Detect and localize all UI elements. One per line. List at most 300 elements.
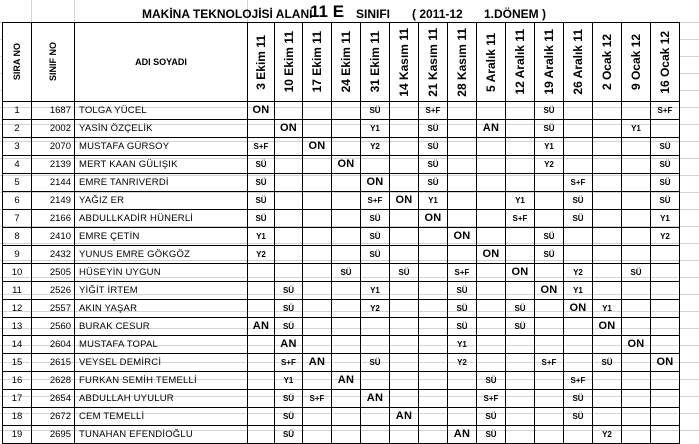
row-attendance-cell bbox=[622, 390, 651, 408]
attendance-mark: SÜ bbox=[572, 411, 584, 421]
row-attendance-cell bbox=[332, 264, 361, 282]
row-attendance-cell bbox=[390, 156, 419, 174]
row-attendance-cell bbox=[564, 246, 593, 264]
header-date-label: 26 Aralık 11 bbox=[571, 29, 585, 95]
row-attendance-cell bbox=[332, 318, 361, 336]
row-attendance-cell bbox=[361, 264, 390, 282]
row-attendance-cell bbox=[332, 102, 361, 120]
row-attendance-cell bbox=[593, 246, 622, 264]
row-attendance-cell bbox=[506, 138, 535, 156]
row-attendance-cell bbox=[448, 192, 477, 210]
row-attendance-cell bbox=[506, 228, 535, 246]
table-row bbox=[3, 300, 680, 318]
row-attendance-cell bbox=[303, 354, 332, 372]
row-attendance-cell bbox=[361, 210, 390, 228]
row-attendance-cell bbox=[593, 192, 622, 210]
header-adi-soyadi bbox=[75, 23, 248, 102]
attendance-mark: SÜ bbox=[369, 105, 381, 115]
attendance-mark: AN bbox=[366, 392, 384, 404]
row-attendance-cell bbox=[622, 192, 651, 210]
row-attendance-cell bbox=[593, 120, 622, 138]
attendance-mark: SÜ bbox=[659, 177, 671, 187]
row-attendance-cell bbox=[361, 192, 390, 210]
row-attendance-cell bbox=[303, 282, 332, 300]
row-attendance-cell bbox=[564, 138, 593, 156]
row-sinif-no: 2557 bbox=[32, 300, 75, 318]
row-attendance-cell bbox=[275, 192, 303, 210]
row-attendance-cell bbox=[651, 138, 680, 156]
row-attendance-cell bbox=[593, 156, 622, 174]
row-attendance-cell bbox=[651, 120, 680, 138]
attendance-mark: SÜ bbox=[255, 159, 267, 169]
row-attendance-cell bbox=[651, 210, 680, 228]
row-sinif-no: 1687 bbox=[32, 102, 75, 120]
row-sira-no: 10 bbox=[3, 264, 32, 282]
row-attendance-cell bbox=[477, 174, 506, 192]
attendance-mark: SÜ bbox=[282, 303, 295, 313]
attendance-mark: Y2 bbox=[544, 159, 554, 169]
row-student-name: BURAK CESUR bbox=[75, 318, 248, 336]
attendance-mark: SÜ bbox=[369, 213, 381, 223]
row-attendance-cell bbox=[535, 390, 564, 408]
row-attendance-cell bbox=[419, 390, 448, 408]
attendance-mark: AN bbox=[482, 122, 500, 134]
row-attendance-cell bbox=[390, 138, 419, 156]
row-sira-no: 5 bbox=[3, 174, 32, 192]
header-date bbox=[651, 23, 680, 102]
row-attendance-cell bbox=[361, 300, 390, 318]
row-attendance-cell bbox=[622, 246, 651, 264]
row-attendance-cell bbox=[477, 264, 506, 282]
row-attendance-cell bbox=[506, 282, 535, 300]
row-attendance-cell bbox=[593, 300, 622, 318]
attendance-mark: SÜ bbox=[456, 321, 468, 331]
row-attendance-cell bbox=[361, 282, 390, 300]
row-attendance-cell bbox=[564, 318, 593, 336]
row-attendance-cell bbox=[622, 354, 651, 372]
row-attendance-cell bbox=[248, 354, 275, 372]
row-student-name: EMRE ÇETİN bbox=[75, 228, 248, 246]
row-attendance-cell bbox=[564, 228, 593, 246]
row-attendance-cell bbox=[303, 246, 332, 264]
row-attendance-cell bbox=[622, 408, 651, 426]
row-attendance-cell bbox=[275, 354, 303, 372]
row-attendance-cell bbox=[419, 102, 448, 120]
row-attendance-cell bbox=[361, 228, 390, 246]
attendance-mark: ON bbox=[569, 302, 587, 314]
row-attendance-cell bbox=[448, 174, 477, 192]
row-attendance-cell bbox=[448, 336, 477, 354]
row-attendance-cell bbox=[419, 318, 448, 336]
row-attendance-cell bbox=[303, 372, 332, 390]
row-attendance-cell bbox=[651, 102, 680, 120]
row-attendance-cell bbox=[275, 300, 303, 318]
table-row bbox=[3, 156, 680, 174]
row-attendance-cell bbox=[332, 354, 361, 372]
row-attendance-cell bbox=[390, 318, 419, 336]
row-attendance-cell bbox=[361, 102, 390, 120]
row-attendance-cell bbox=[419, 174, 448, 192]
row-sira-no: 14 bbox=[3, 336, 32, 354]
row-attendance-cell bbox=[506, 102, 535, 120]
row-attendance-cell bbox=[506, 426, 535, 444]
row-attendance-cell bbox=[303, 336, 332, 354]
row-attendance-cell bbox=[303, 138, 332, 156]
row-student-name: MUSTAFA GÜRSOY bbox=[75, 138, 248, 156]
attendance-mark: ON bbox=[279, 122, 298, 134]
row-attendance-cell bbox=[248, 318, 275, 336]
attendance-mark: SÜ bbox=[543, 249, 555, 259]
row-attendance-cell bbox=[275, 138, 303, 156]
row-attendance-cell bbox=[564, 336, 593, 354]
attendance-mark: SÜ bbox=[340, 267, 352, 277]
row-attendance-cell bbox=[535, 120, 564, 138]
table-row bbox=[3, 138, 680, 156]
row-attendance-cell bbox=[535, 354, 564, 372]
attendance-mark: SÜ bbox=[282, 393, 295, 403]
row-sira-no: 16 bbox=[3, 372, 32, 390]
row-attendance-cell bbox=[419, 282, 448, 300]
attendance-mark: ON bbox=[540, 284, 558, 296]
row-attendance-cell bbox=[248, 102, 275, 120]
row-sinif-no: 2002 bbox=[32, 120, 75, 138]
row-attendance-cell bbox=[622, 282, 651, 300]
row-attendance-cell bbox=[361, 354, 390, 372]
attendance-mark: SÜ bbox=[485, 429, 497, 439]
row-attendance-cell bbox=[593, 102, 622, 120]
row-sinif-no: 2144 bbox=[32, 174, 75, 192]
attendance-mark: S+F bbox=[454, 267, 470, 277]
attendance-mark: Y1 bbox=[544, 141, 554, 151]
row-attendance-cell bbox=[390, 372, 419, 390]
row-student-name: YAĞIZ ER bbox=[75, 192, 248, 210]
row-attendance-cell bbox=[506, 192, 535, 210]
row-attendance-cell bbox=[275, 282, 303, 300]
row-attendance-cell bbox=[361, 390, 390, 408]
attendance-mark: SÜ bbox=[369, 357, 381, 367]
row-attendance-cell bbox=[361, 138, 390, 156]
row-attendance-cell bbox=[248, 192, 275, 210]
row-attendance-cell bbox=[651, 390, 680, 408]
row-attendance-cell bbox=[651, 228, 680, 246]
table-row bbox=[3, 192, 680, 210]
attendance-mark: SÜ bbox=[369, 231, 381, 241]
row-attendance-cell bbox=[477, 318, 506, 336]
attendance-mark: ON bbox=[395, 194, 413, 206]
row-attendance-cell bbox=[506, 210, 535, 228]
table-row bbox=[3, 426, 680, 444]
attendance-mark: SÜ bbox=[255, 177, 267, 187]
attendance-mark: Y1 bbox=[660, 213, 670, 223]
row-attendance-cell bbox=[535, 102, 564, 120]
row-attendance-cell bbox=[593, 390, 622, 408]
row-student-name: TUNAHAN EFENDİOĞLU bbox=[75, 426, 248, 444]
row-sira-no: 9 bbox=[3, 246, 32, 264]
row-attendance-cell bbox=[248, 246, 275, 264]
row-sira-no: 8 bbox=[3, 228, 32, 246]
row-attendance-cell bbox=[506, 174, 535, 192]
row-attendance-cell bbox=[651, 426, 680, 444]
row-attendance-cell bbox=[651, 282, 680, 300]
row-attendance-cell bbox=[275, 174, 303, 192]
row-attendance-cell bbox=[390, 210, 419, 228]
attendance-mark: Y1 bbox=[602, 303, 612, 313]
row-sinif-no: 2432 bbox=[32, 246, 75, 264]
row-attendance-cell bbox=[448, 282, 477, 300]
row-sinif-no: 2070 bbox=[32, 138, 75, 156]
row-attendance-cell bbox=[448, 390, 477, 408]
attendance-mark: S+F bbox=[281, 357, 296, 367]
row-attendance-cell bbox=[477, 372, 506, 390]
row-attendance-cell bbox=[593, 408, 622, 426]
row-attendance-cell bbox=[361, 408, 390, 426]
row-attendance-cell bbox=[506, 246, 535, 264]
row-attendance-cell bbox=[477, 282, 506, 300]
row-sinif-no: 2695 bbox=[32, 426, 75, 444]
header-date bbox=[248, 23, 275, 102]
row-attendance-cell bbox=[419, 336, 448, 354]
row-attendance-cell bbox=[593, 210, 622, 228]
row-attendance-cell bbox=[361, 246, 390, 264]
attendance-mark: SÜ bbox=[572, 393, 584, 403]
row-attendance-cell bbox=[564, 156, 593, 174]
row-attendance-cell bbox=[448, 318, 477, 336]
attendance-mark: SÜ bbox=[485, 411, 497, 421]
attendance-mark: Y2 bbox=[370, 303, 380, 313]
attendance-mark: SÜ bbox=[398, 267, 410, 277]
row-attendance-cell bbox=[448, 300, 477, 318]
row-attendance-cell bbox=[275, 318, 303, 336]
attendance-mark: SÜ bbox=[543, 231, 555, 241]
row-sinif-no: 2604 bbox=[32, 336, 75, 354]
row-attendance-cell bbox=[275, 210, 303, 228]
row-sira-no: 1 bbox=[3, 102, 32, 120]
row-attendance-cell bbox=[303, 390, 332, 408]
row-attendance-cell bbox=[390, 426, 419, 444]
attendance-table bbox=[2, 22, 680, 444]
attendance-mark: Y1 bbox=[370, 123, 380, 133]
row-attendance-cell bbox=[361, 372, 390, 390]
attendance-mark: Y2 bbox=[256, 249, 266, 259]
row-attendance-cell bbox=[564, 408, 593, 426]
row-sira-no: 19 bbox=[3, 426, 32, 444]
row-attendance-cell bbox=[535, 318, 564, 336]
row-attendance-cell bbox=[248, 372, 275, 390]
row-attendance-cell bbox=[535, 228, 564, 246]
row-student-name: FURKAN SEMİH TEMELLİ bbox=[75, 372, 248, 390]
header-date bbox=[303, 23, 332, 102]
row-attendance-cell bbox=[448, 408, 477, 426]
row-attendance-cell bbox=[390, 336, 419, 354]
row-sinif-no: 2560 bbox=[32, 318, 75, 336]
header-date bbox=[448, 23, 477, 102]
attendance-mark: Y2 bbox=[370, 141, 380, 151]
row-attendance-cell bbox=[390, 174, 419, 192]
attendance-mark: Y1 bbox=[515, 195, 525, 205]
table-row bbox=[3, 354, 680, 372]
row-attendance-cell bbox=[332, 300, 361, 318]
row-attendance-cell bbox=[332, 174, 361, 192]
row-student-name: YUNUS EMRE GÖKGÖZ bbox=[75, 246, 248, 264]
title-prefix: MAKİNA TEKNOLOJİSİ ALANI bbox=[142, 7, 313, 21]
row-attendance-cell bbox=[651, 336, 680, 354]
attendance-mark: SÜ bbox=[427, 159, 439, 169]
row-sinif-no: 2149 bbox=[32, 192, 75, 210]
row-attendance-cell bbox=[361, 156, 390, 174]
row-attendance-cell bbox=[390, 192, 419, 210]
attendance-mark: Y1 bbox=[256, 231, 266, 241]
row-attendance-cell bbox=[275, 228, 303, 246]
attendance-mark: ON bbox=[511, 266, 529, 278]
row-attendance-cell bbox=[564, 300, 593, 318]
table-row bbox=[3, 120, 680, 138]
row-attendance-cell bbox=[390, 264, 419, 282]
row-attendance-cell bbox=[390, 282, 419, 300]
attendance-mark: Y1 bbox=[370, 285, 380, 295]
row-student-name: VEYSEL DEMİRCİ bbox=[75, 354, 248, 372]
row-attendance-cell bbox=[419, 408, 448, 426]
row-attendance-cell bbox=[593, 228, 622, 246]
row-attendance-cell bbox=[448, 372, 477, 390]
row-attendance-cell bbox=[564, 192, 593, 210]
header-date-label: 3 Ekim 11 bbox=[254, 34, 268, 90]
row-attendance-cell bbox=[419, 192, 448, 210]
row-attendance-cell bbox=[535, 300, 564, 318]
row-attendance-cell bbox=[622, 264, 651, 282]
row-sira-no: 6 bbox=[3, 192, 32, 210]
row-attendance-cell bbox=[361, 120, 390, 138]
row-attendance-cell bbox=[275, 336, 303, 354]
title-suffix: SINIFI bbox=[356, 7, 391, 21]
row-attendance-cell bbox=[390, 300, 419, 318]
row-attendance-cell bbox=[477, 210, 506, 228]
row-attendance-cell bbox=[622, 102, 651, 120]
row-attendance-cell bbox=[390, 120, 419, 138]
row-attendance-cell bbox=[535, 336, 564, 354]
header-date bbox=[535, 23, 564, 102]
row-attendance-cell bbox=[448, 228, 477, 246]
header-date-label: 5 Aralık 11 bbox=[484, 32, 498, 92]
row-attendance-cell bbox=[593, 138, 622, 156]
attendance-mark: S+F bbox=[425, 105, 441, 115]
row-student-name: TOLGA YÜCEL bbox=[75, 102, 248, 120]
row-attendance-cell bbox=[622, 210, 651, 228]
attendance-mark: Y2 bbox=[457, 357, 467, 367]
row-sinif-no: 2139 bbox=[32, 156, 75, 174]
row-attendance-cell bbox=[651, 264, 680, 282]
row-attendance-cell bbox=[477, 354, 506, 372]
row-attendance-cell bbox=[332, 390, 361, 408]
attendance-mark: SÜ bbox=[543, 105, 555, 115]
row-attendance-cell bbox=[248, 426, 275, 444]
row-attendance-cell bbox=[332, 210, 361, 228]
row-sira-no: 15 bbox=[3, 354, 32, 372]
header-date-label: 12 Aralık 11 bbox=[513, 29, 527, 95]
attendance-mark: AN bbox=[308, 356, 326, 368]
table-row bbox=[3, 408, 680, 426]
row-attendance-cell bbox=[535, 210, 564, 228]
row-attendance-cell bbox=[303, 264, 332, 282]
row-attendance-cell bbox=[506, 372, 535, 390]
row-attendance-cell bbox=[248, 300, 275, 318]
row-attendance-cell bbox=[448, 210, 477, 228]
row-attendance-cell bbox=[332, 192, 361, 210]
attendance-mark: SÜ bbox=[514, 321, 526, 331]
row-sira-no: 3 bbox=[3, 138, 32, 156]
row-attendance-cell bbox=[248, 156, 275, 174]
row-attendance-cell bbox=[390, 408, 419, 426]
title-period: ( 2011-12 bbox=[412, 7, 463, 21]
row-attendance-cell bbox=[651, 156, 680, 174]
row-sinif-no: 2410 bbox=[32, 228, 75, 246]
row-attendance-cell bbox=[564, 426, 593, 444]
row-attendance-cell bbox=[564, 120, 593, 138]
row-sira-no: 2 bbox=[3, 120, 32, 138]
attendance-mark: S+F bbox=[309, 393, 325, 403]
row-attendance-cell bbox=[248, 390, 275, 408]
attendance-mark: SÜ bbox=[485, 375, 497, 385]
header-date bbox=[275, 23, 303, 102]
attendance-mark: Y1 bbox=[573, 285, 583, 295]
table-row bbox=[3, 372, 680, 390]
row-attendance-cell bbox=[477, 336, 506, 354]
table-row bbox=[3, 228, 680, 246]
row-attendance-cell bbox=[593, 282, 622, 300]
row-attendance-cell bbox=[448, 246, 477, 264]
attendance-mark: ON bbox=[308, 140, 326, 152]
row-attendance-cell bbox=[477, 138, 506, 156]
row-attendance-cell bbox=[477, 426, 506, 444]
attendance-mark: Y1 bbox=[283, 375, 294, 385]
row-sira-no: 18 bbox=[3, 408, 32, 426]
row-attendance-cell bbox=[477, 192, 506, 210]
row-attendance-cell bbox=[477, 120, 506, 138]
header-date-label: 17 Ekim 11 bbox=[310, 31, 324, 93]
row-attendance-cell bbox=[593, 336, 622, 354]
row-attendance-cell bbox=[506, 264, 535, 282]
row-attendance-cell bbox=[535, 264, 564, 282]
row-attendance-cell bbox=[651, 408, 680, 426]
attendance-mark: Y2 bbox=[660, 231, 670, 241]
row-attendance-cell bbox=[535, 174, 564, 192]
row-attendance-cell bbox=[622, 138, 651, 156]
header-sinif-no bbox=[32, 23, 75, 102]
row-attendance-cell bbox=[303, 192, 332, 210]
row-sinif-no: 2672 bbox=[32, 408, 75, 426]
header-date bbox=[477, 23, 506, 102]
attendance-mark: SÜ bbox=[572, 195, 584, 205]
row-sira-no: 12 bbox=[3, 300, 32, 318]
attendance-mark: AN bbox=[280, 338, 297, 350]
row-attendance-cell bbox=[419, 246, 448, 264]
row-attendance-cell bbox=[332, 282, 361, 300]
row-attendance-cell bbox=[303, 318, 332, 336]
attendance-mark: S+F bbox=[541, 357, 557, 367]
row-attendance-cell bbox=[593, 174, 622, 192]
row-sira-no: 11 bbox=[3, 282, 32, 300]
table-row bbox=[3, 318, 680, 336]
row-attendance-cell bbox=[535, 282, 564, 300]
row-attendance-cell bbox=[477, 228, 506, 246]
row-attendance-cell bbox=[622, 156, 651, 174]
row-student-name: HÜSEYİN UYGUN bbox=[75, 264, 248, 282]
row-attendance-cell bbox=[506, 156, 535, 174]
row-sinif-no: 2654 bbox=[32, 390, 75, 408]
row-attendance-cell bbox=[622, 120, 651, 138]
header-date-label: 19 Aralık 11 bbox=[542, 29, 556, 95]
attendance-mark: SÜ bbox=[282, 285, 295, 295]
row-attendance-cell bbox=[593, 426, 622, 444]
